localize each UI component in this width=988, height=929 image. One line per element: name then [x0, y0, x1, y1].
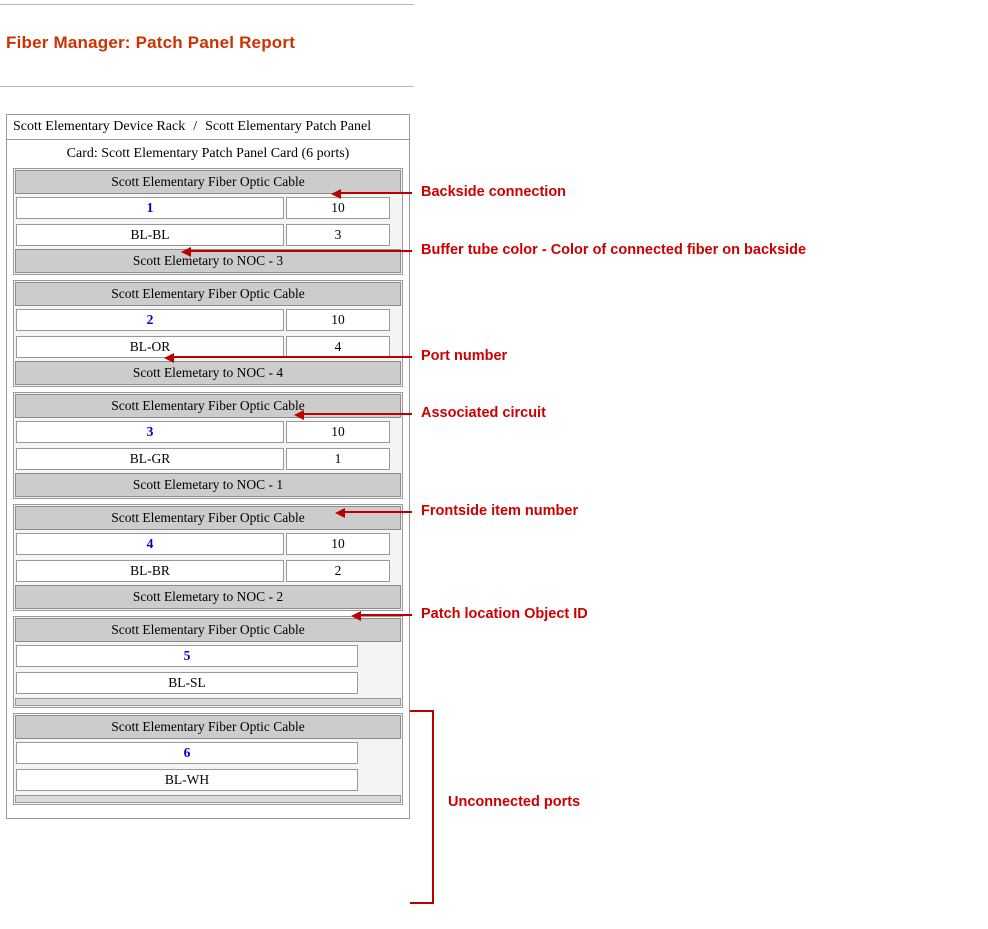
page-title: Fiber Manager: Patch Panel Report	[6, 33, 296, 52]
card-body	[7, 140, 409, 818]
port-block-unconnected[interactable]	[13, 713, 403, 805]
breadcrumb-panel[interactable]: Scott Elementary Patch Panel	[205, 119, 372, 134]
annotation-arrow-port-number	[173, 356, 412, 358]
breadcrumb[interactable]	[7, 115, 409, 140]
patch-panel-card	[6, 114, 410, 819]
port-row-secondary	[15, 767, 401, 793]
port-row-primary	[15, 307, 401, 333]
associated-circuit-bar: Scott Elemetary to NOC - 2	[15, 585, 401, 609]
annotation-port-number: Port number	[421, 348, 508, 364]
backside-cable-bar: Scott Elementary Fiber Optic Cable	[15, 715, 401, 739]
port-block[interactable]	[13, 168, 403, 275]
buffer-tube-color: BL-GR	[16, 448, 284, 470]
frontside-item-number: 1	[286, 448, 390, 470]
empty-circuit-placeholder	[15, 795, 401, 803]
annotation-associated-circuit: Associated circuit	[421, 405, 546, 421]
annotation-arrow-buffer-tube-color	[190, 250, 412, 252]
port-block-unconnected[interactable]	[13, 616, 403, 708]
annotation-backside-connection: Backside connection	[421, 184, 567, 200]
buffer-tube-color: BL-OR	[16, 336, 284, 358]
port-row-secondary	[15, 222, 401, 248]
associated-circuit-bar: Scott Elemetary to NOC - 1	[15, 473, 401, 497]
port-row-secondary	[15, 446, 401, 472]
annotation-arrow-frontside-item-number	[344, 511, 412, 513]
buffer-tube-color: BL-WH	[16, 769, 358, 791]
card-title: Card: Scott Elementary Patch Panel Card (6 ports)	[66, 146, 350, 161]
backside-cable-bar: Scott Elementary Fiber Optic Cable	[15, 506, 401, 530]
port-row-secondary	[15, 670, 401, 696]
annotation-arrow-backside-connection	[340, 192, 412, 194]
annotation-bracket-unconnected-ports	[410, 710, 434, 904]
top-divider	[0, 4, 414, 5]
associated-circuit-bar: Scott Elemetary to NOC - 3	[15, 249, 401, 273]
annotation-arrow-patch-location-object-id	[360, 614, 412, 616]
port-number[interactable]: 6	[16, 742, 358, 764]
port-row-primary	[15, 531, 401, 557]
associated-circuit-bar: Scott Elemetary to NOC - 4	[15, 361, 401, 385]
frontside-item-number: 4	[286, 336, 390, 358]
annotation-arrow-associated-circuit	[303, 413, 412, 415]
port-row-primary	[15, 643, 401, 669]
annotation-buffer-tube-color: Buffer tube color - Color of connected fiber on backside	[421, 242, 807, 258]
title-divider	[0, 86, 414, 87]
patch-location-object-id: 10	[286, 197, 390, 219]
backside-cable-bar: Scott Elementary Fiber Optic Cable	[15, 170, 401, 194]
port-row-primary	[15, 740, 401, 766]
annotation-frontside-item-number: Frontside item number	[421, 503, 579, 519]
buffer-tube-color: BL-BR	[16, 560, 284, 582]
backside-cable-bar: Scott Elementary Fiber Optic Cable	[15, 394, 401, 418]
port-number[interactable]: 4	[16, 533, 284, 555]
patch-location-object-id: 10	[286, 421, 390, 443]
patch-location-object-id: 10	[286, 309, 390, 331]
backside-cable-bar: Scott Elementary Fiber Optic Cable	[15, 282, 401, 306]
annotation-unconnected-ports: Unconnected ports	[448, 794, 581, 810]
backside-cable-bar: Scott Elementary Fiber Optic Cable	[15, 618, 401, 642]
port-row-secondary	[15, 558, 401, 584]
port-number[interactable]: 1	[16, 197, 284, 219]
buffer-tube-color: BL-BL	[16, 224, 284, 246]
port-block[interactable]	[13, 504, 403, 611]
port-row-primary	[15, 419, 401, 445]
buffer-tube-color: BL-SL	[16, 672, 358, 694]
port-number[interactable]: 3	[16, 421, 284, 443]
annotation-patch-location-object-id: Patch location Object ID	[421, 606, 588, 622]
port-block[interactable]	[13, 280, 403, 387]
empty-circuit-placeholder	[15, 698, 401, 706]
port-row-primary	[15, 195, 401, 221]
port-number[interactable]: 5	[16, 645, 358, 667]
frontside-item-number: 3	[286, 224, 390, 246]
breadcrumb-separator: /	[193, 119, 198, 134]
port-block[interactable]	[13, 392, 403, 499]
patch-location-object-id: 10	[286, 533, 390, 555]
frontside-item-number: 2	[286, 560, 390, 582]
breadcrumb-rack[interactable]: Scott Elementary Device Rack	[13, 119, 186, 134]
port-number[interactable]: 2	[16, 309, 284, 331]
